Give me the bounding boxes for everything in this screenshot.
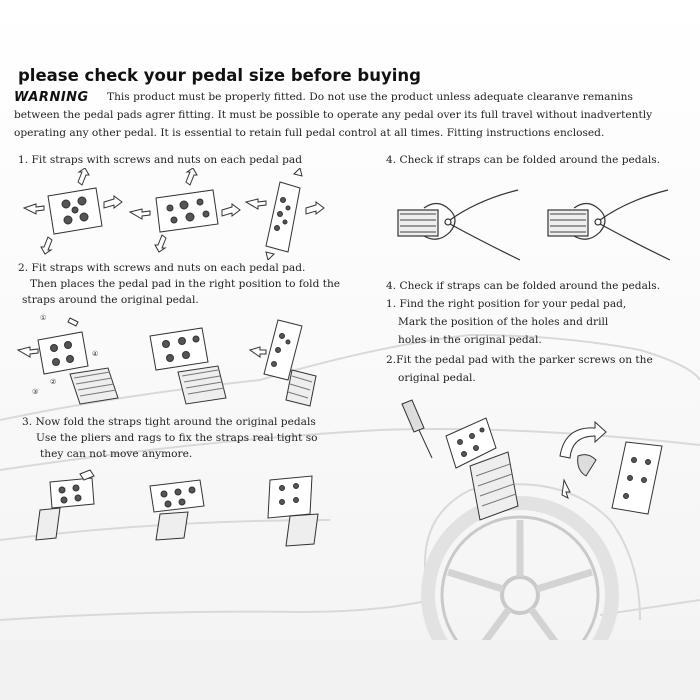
step-3-text-line-3: they can not move anymore. (40, 448, 193, 460)
find-position-line-2: Mark the position of the holes and drill (398, 316, 609, 328)
step-1-figures (18, 168, 328, 260)
callout-4: ④ (92, 350, 99, 358)
find-position-line-3: holes in the original pedal. (398, 334, 542, 346)
step-2-text-line-1: 2. Fit straps with screws and nuts on each pedal pad. (18, 262, 306, 274)
step-2-text-line-2: Then places the pedal pad in the right position to fold the (30, 278, 341, 290)
drill-and-fit-figures (390, 396, 680, 526)
callout-1: ① (40, 314, 47, 322)
step-3-figures (20, 466, 330, 548)
pliers-figures (388, 180, 678, 270)
find-position-line-1: 1. Find the right position for your pedal pad, (386, 298, 627, 310)
step-4-check-text-b: 4. Check if straps can be folded around the pedals. (386, 280, 661, 292)
step-4-check-text-a: 4. Check if straps can be folded around the pedals. (386, 154, 661, 166)
step-2-text-line-3: straps around the original pedal. (22, 294, 199, 306)
warning-label: WARNING (14, 90, 89, 105)
callout-2: ② (50, 378, 57, 386)
warning-text-line-1: This product must be properly fitted. Do not use the product unless adequate clearanve remanins (107, 91, 633, 103)
warning-text-line-3: operating any other pedal. It is essential to retain full pedal control at all times. Fitting instructions enclosed. (14, 127, 605, 139)
step-1-text: 1. Fit straps with screws and nuts on each pedal pad (18, 154, 303, 166)
step-3-text-line-2: Use the pliers and rags to fix the straps real tight so (36, 432, 318, 444)
page-title: please check your pedal size before buying (18, 66, 421, 85)
fit-pedal-line-2: original pedal. (398, 372, 476, 384)
step-2-figures (10, 310, 330, 410)
warning-text-line-2: between the pedal pads agrer fitting. It must be possible to operate any pedal over its full travel without inadvertently (14, 109, 653, 121)
fit-pedal-line-1: 2.Fit the pedal pad with the parker screws on the (386, 354, 653, 366)
callout-3: ③ (32, 388, 39, 396)
step-3-text-line-1: 3. Now fold the straps tight around the original pedals (22, 416, 316, 428)
